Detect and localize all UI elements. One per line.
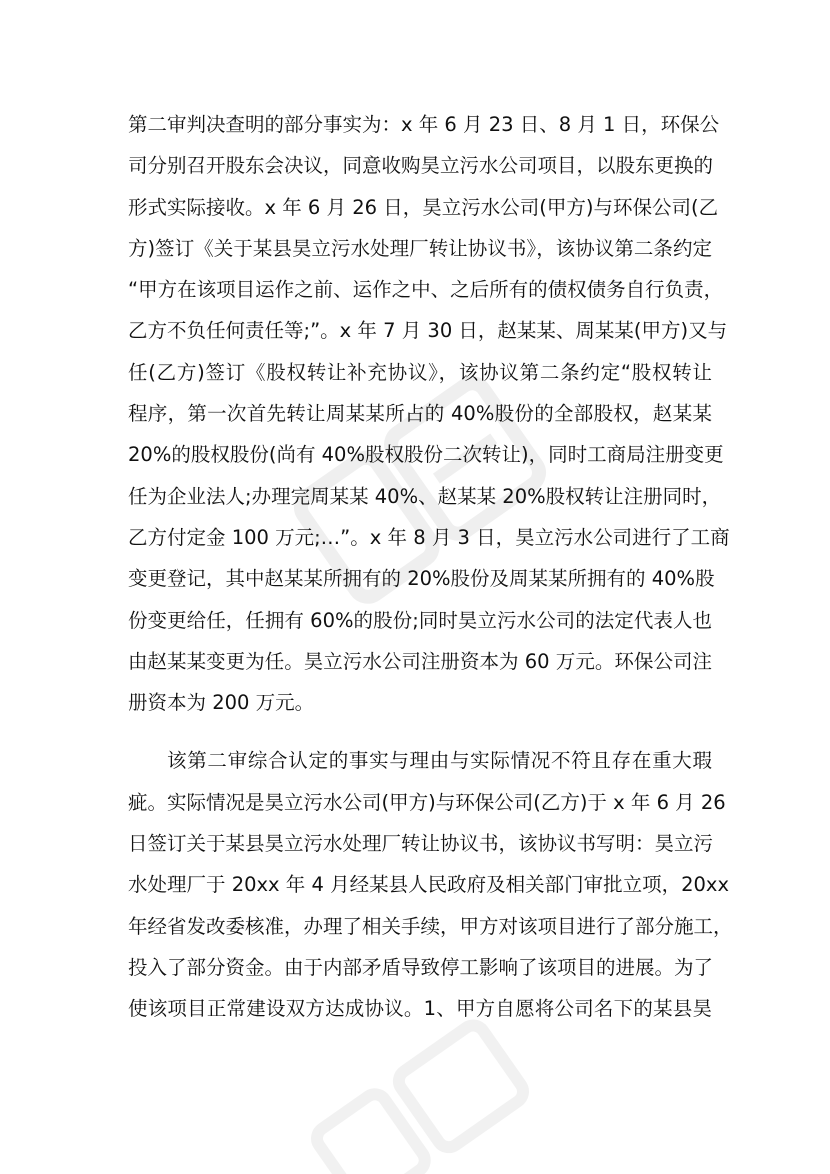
text-line: 20%的股权股份(尚有 40%股权股份二次转让)，同时工商局注册变更 [128, 443, 724, 467]
document-body [128, 104, 733, 1030]
text-line: 份变更给任，任拥有 60%的股份;同时昊立污水公司的法定代表人也 [128, 608, 712, 632]
text-line: 使该项目正常建设双方达成协议。1、甲方自愿将公司名下的某县昊 [128, 997, 712, 1021]
text-line: 水处理厂于 20xx 年 4 月经某县人民政府及相关部门审批立项，20xx [128, 873, 729, 897]
text-line: 投入了部分资金。由于内部矛盾导致停工影响了该项目的进展。为了 [128, 955, 714, 979]
text-line: 程序，第一次首先转让周某某所占的 40%股份的全部股权，赵某某 [128, 402, 712, 426]
text-line: 册资本为 200 万元。 [128, 691, 315, 715]
paragraph [128, 104, 730, 723]
text-line: 方)签订《关于某县昊立污水处理厂转让协议书》，该协议第二条约定 [128, 236, 712, 260]
text-line: 形式实际接收。x 年 6 月 26 日，昊立污水公司(甲方)与环保公司(乙 [128, 195, 719, 219]
text-line: 任(乙方)签订《股权转让补充协议》，该协议第二条约定“股权转让 [128, 360, 712, 384]
text-line: 年经省发改委核准，办理了相关手续，甲方对该项目进行了部分施工， [128, 914, 733, 938]
text-line: 日签订关于某县昊立污水处理厂转让协议书，该协议书写明：昊立污 [128, 832, 714, 856]
text-line: 第二审判决查明的部分事实为：x 年 6 月 23 日、8 月 1 日，环保公 [128, 113, 720, 136]
text-line: 司分别召开股东会决议，同意收购昊立污水公司项目，以股东更换的 [128, 154, 714, 178]
text-line: 疵。实际情况是昊立污水公司(甲方)与环保公司(乙方)于 x 年 6 月 26 [128, 790, 726, 814]
paragraph [128, 740, 733, 1029]
text-line: 任为企业法人;办理完周某某 40%、赵某某 20%股权转让注册同时， [128, 484, 722, 508]
text-line: “甲方在该项目运作之前、运作之中、之后所有的债权债务自行负责， [128, 278, 724, 302]
text-line: 乙方付定金 100 万元;…”。x 年 8 月 3 日，昊立污水公司进行了工商 [128, 525, 730, 549]
text-line: 变更登记，其中赵某某所拥有的 20%股份及周某某所拥有的 40%股 [128, 567, 715, 591]
text-line: 由赵某某变更为任。昊立污水公司注册资本为 60 万元。环保公司注 [128, 649, 712, 673]
text-line: 乙方不负任何责任等;”。x 年 7 月 30 日，赵某某、周某某(甲方)又与 [128, 319, 728, 343]
text-line: 该第二审综合认定的事实与理由与实际情况不符且存在重大瑕 [167, 749, 712, 773]
